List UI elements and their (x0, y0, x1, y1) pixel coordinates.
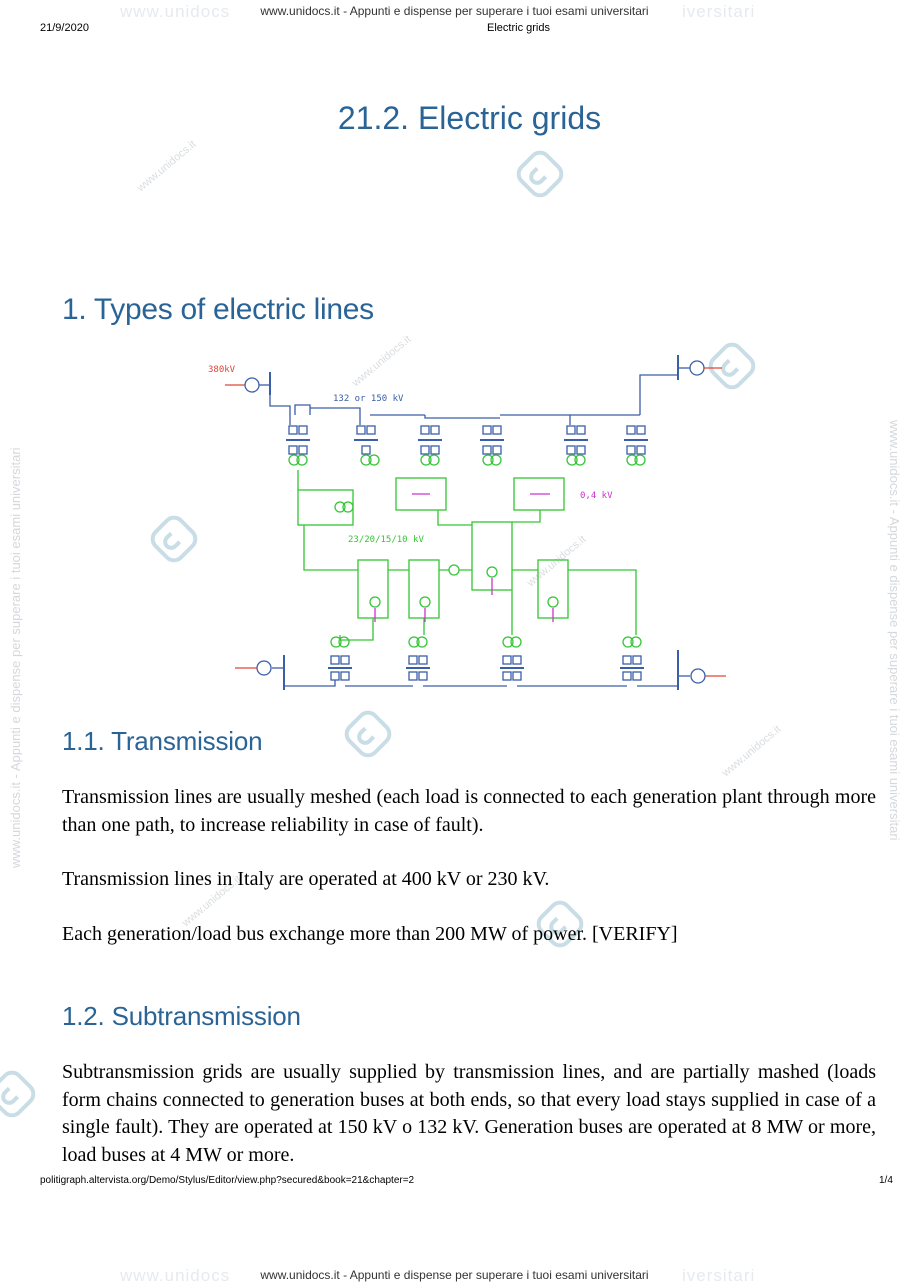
watermark-diagonal: www.unidocs.it (525, 533, 589, 590)
label-380kv: 380kV (208, 365, 236, 375)
paragraph: Transmission lines are usually meshed (each load is connected to each generation plant through more than one path, to increase reliability in case of fault). (62, 786, 876, 836)
header-date: 21/9/2020 (40, 22, 89, 34)
page-title: 21.2. Electric grids (337, 100, 602, 136)
header-title: Electric grids (487, 22, 550, 34)
generator-symbol (245, 378, 259, 392)
watermark-side-left: www.unidocs.it - Appunti e dispense per superare i tuoi esami universitari (8, 447, 23, 868)
paragraph: Subtransmission grids are usually supplied by transmission lines, and are partially mashed (loads form chains connected to generation buses at both ends, so that every load stays supplied in case of a single fault). They are operated at 150 kV o 132 kV. Generation buses are operated at 8 MW or more, load buses at 4 MW or more. (62, 1061, 876, 1166)
watermark-side-right: www.unidocs.it - Appunti e dispense per superare i tuoi esami universitari (887, 420, 902, 841)
section-heading: 1.1. Transmission (62, 726, 263, 756)
section-heading: 1. Types of electric lines (62, 293, 374, 326)
generator-symbol (690, 361, 704, 375)
watermark-ghost-right-bottom: iversitari (682, 1266, 756, 1285)
watermark-ghost-right: iversitari (682, 2, 756, 21)
unidocs-logo-watermark (0, 1070, 36, 1118)
label-04kv: 0,4 kV (580, 491, 613, 501)
label-132kv: 132 or 150 kV (333, 394, 404, 404)
watermark-diagonal: www.unidocs.it (350, 333, 414, 390)
watermark-ghost-left: www.unidocs (120, 2, 231, 21)
paragraph: Each generation/load bus exchange more than 200 MW of power. [VERIFY] (62, 923, 678, 945)
electric-grid-diagram (200, 350, 740, 700)
watermark-diagonal: www.unidocs.it (180, 873, 244, 930)
page-number: 1/4 (879, 1175, 893, 1186)
paragraph: Transmission lines in Italy are operated at 400 kV or 230 kV. (62, 868, 550, 890)
watermark-bottom: www.unidocs.it - Appunti e dispense per superare i tuoi esami universitari (260, 1268, 649, 1282)
footer-url[interactable]: politigraph.altervista.org/Demo/Stylus/Editor/view.php?secured&book=21&chapter=2 (40, 1175, 415, 1186)
section-heading: 1.2. Subtransmission (62, 1001, 301, 1031)
watermark-ghost-left-bottom: www.unidocs (120, 1266, 231, 1285)
unidocs-logo-watermark (516, 150, 564, 198)
watermark-top: www.unidocs.it - Appunti e dispense per superare i tuoi esami universitari (260, 4, 649, 18)
unidocs-logo-watermark (344, 710, 392, 758)
label-mv: 23/20/15/10 kV (348, 535, 424, 545)
watermark-diagonal: www.unidocs.it (720, 723, 784, 780)
watermark-diagonal: www.unidocs.it (135, 138, 199, 195)
unidocs-logo-watermark (150, 515, 198, 563)
